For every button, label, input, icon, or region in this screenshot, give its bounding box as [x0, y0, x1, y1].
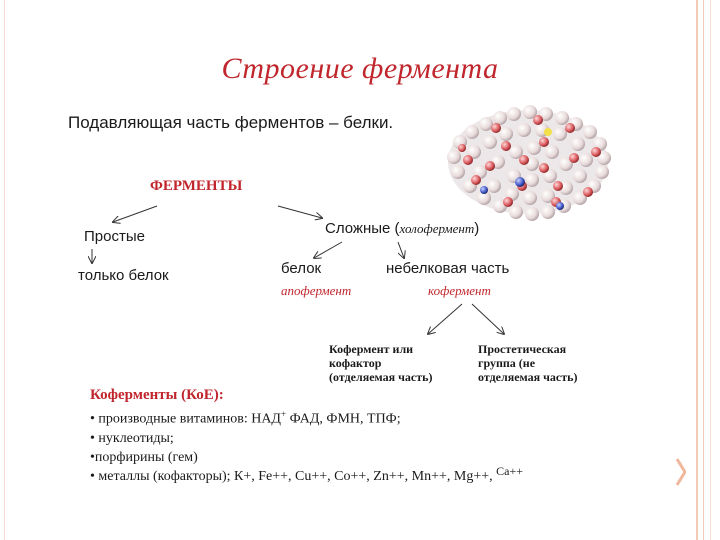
coenzymes-item-vitamins-sup: +	[280, 409, 287, 419]
diagram-complex-term: холофермент	[399, 221, 475, 236]
coenzymes-list	[90, 386, 523, 486]
arrow-to-prosthetic	[472, 304, 504, 334]
coenzymes-item-metals-extra: Ca++	[496, 463, 524, 478]
coenzymes-item-nucleotides: • нуклеотиды;	[90, 430, 174, 446]
diagram-complex-close: )	[474, 220, 480, 237]
diagram-simple-child: только белок	[78, 267, 169, 284]
coenzymes-item-vitamins-rest: ФАД, ФМН, ТПФ;	[286, 411, 401, 427]
coenzymes-item-metals	[90, 463, 524, 486]
diagram-coenzyme-box: Кофермент или кофактор (отделяемая часть)	[329, 342, 433, 384]
arrow-complex-nonprotein	[398, 242, 404, 258]
diagram-protein: белок	[281, 260, 322, 277]
coenzymes-item-vitamins	[90, 405, 523, 429]
coenzymes-heading: Коферменты (КоЕ):	[90, 387, 224, 403]
arrow-to-coenzyme	[428, 304, 462, 334]
diagram-prosthetic-box: Простетическая группа (не отделяемая часть)	[478, 342, 578, 384]
arrow-complex-protein	[314, 242, 342, 258]
arrow-root-simple	[113, 206, 157, 222]
coenzymes-item-porphyrins: •порфирины (гем)	[90, 449, 198, 465]
arrow-root-complex	[278, 206, 322, 218]
coenzymes-item-vitamins-text: • производные витаминов: НАД	[90, 411, 281, 427]
diagram-root: ФЕРМЕНТЫ	[150, 178, 243, 194]
diagram-complex-label: Сложные (	[325, 220, 400, 237]
slide-subtitle: Подавляющая часть ферментов – белки.	[68, 113, 394, 132]
slide-title: Строение фермента	[221, 52, 499, 85]
diagram-nonprotein: небелковая часть	[386, 260, 510, 277]
diagram-simple: Простые	[84, 228, 145, 245]
coenzymes-item-metals-text: • металлы (кофакторы); К+, Fe++, Cu++, Co++, Zn++, Mn++, Mg++,	[90, 468, 493, 484]
diagram-nonprotein-term: кофермент	[428, 283, 491, 298]
diagram-protein-term: апофермент	[281, 283, 352, 298]
